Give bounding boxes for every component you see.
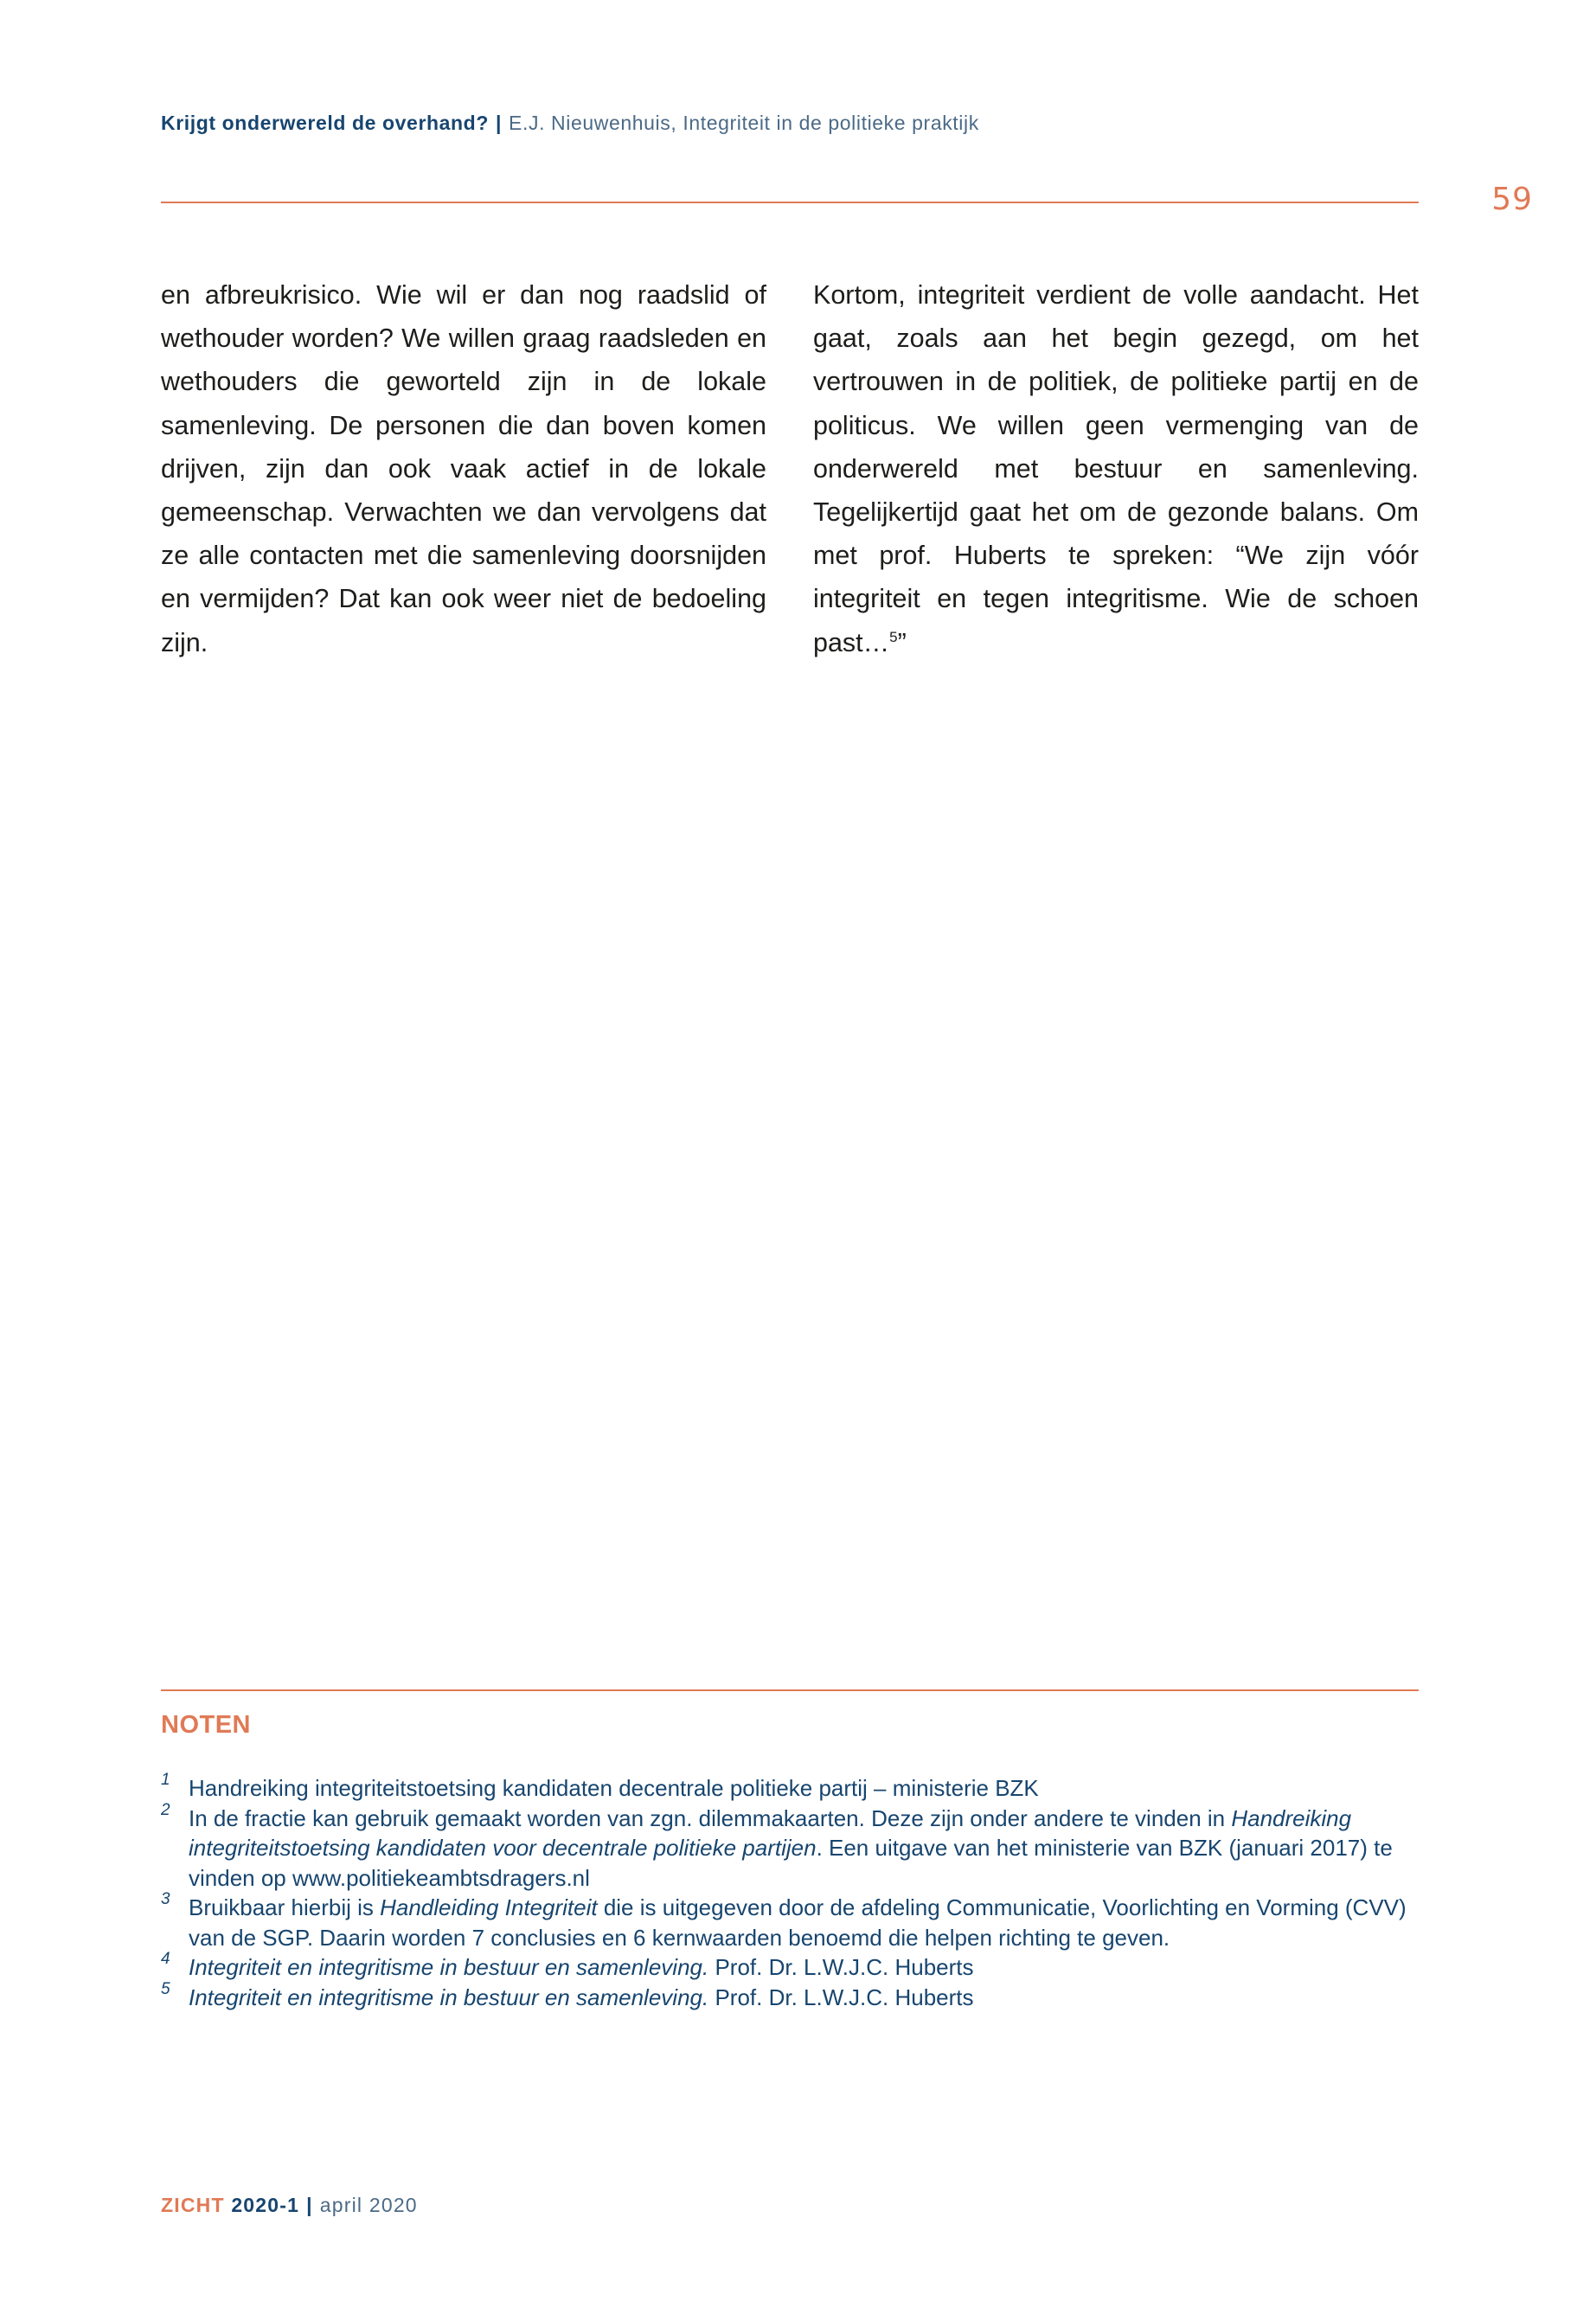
note-number: 5 [161,1979,170,1998]
note-text: Handreiking integriteitstoetsing kandidaten decentrale politieke partij – ministerie BZK [189,1775,1039,1801]
note-text: . Een uitgave van het ministerie van BZK (januari 2017) te vinden op www.politiekeambtsdragers.nl [189,1835,1393,1891]
header-separator: | [496,112,503,134]
right-column-text: Kortom, integriteit verdient de volle aandacht. Het gaat, zoals aan het begin gezegd, om het vertrouwen in de politiek, de politieke partij en de politicus. We willen geen vermenging van de onderwereld met bestuur en samenleving. Tegelijkertijd gaat het om de gezonde balans. Om met prof. Huberts te spreken: “We zijn vóór integriteit en tegen integritisme. Wie de schoen past… [813,280,1419,657]
note-text: In de fractie kan gebruik gemaakt worden van zgn. dilemmakaarten. Deze zijn onder andere te vinden in [189,1804,1232,1831]
footer-magazine: ZICHT [161,2194,225,2216]
note-italic-title: Handleiding Integriteit [380,1894,598,1920]
note-text: Prof. Dr. L.W.J.C. Huberts [708,1984,974,2010]
left-column-text: en afbreukrisico. Wie wil er dan nog raadslid of wethouder worden? We willen graag raadsleden en wethouders die geworteld zijn in de lokale samenleving. De personen die dan boven komen drijven, zijn dan ook vaak actief in de lokale gemeenschap. Verwachten we dan vervolgens dat ze alle contacten met die samenleving doorsnijden en vermijden? Dat kan ook weer niet de bedoeling zijn. [161,280,766,657]
note-5 [161,1979,1419,2013]
notes-title: NOTEN [161,1711,251,1739]
header-subtitle: E.J. Nieuwenhuis, Integriteit in de politieke praktijk [509,112,979,134]
note-text: die is uitgegeven door de afdeling Communicatie, Voorlichting en Vorming (CVV) van de SGP. Daarin worden 7 conclusies en 6 kernwaarden benoemd die helpen richting te geven. [189,1894,1407,1951]
note-text: Prof. Dr. L.W.J.C. Huberts [708,1954,974,1980]
body-column-right [813,273,1419,664]
footnote-ref-5: 5 [889,628,898,645]
note-3 [161,1890,1419,1952]
note-italic-title: Handreiking integriteitstoetsing kandidaten voor decentrale politieke partijen [189,1804,1352,1861]
note-italic-title: Integriteit en integritisme in bestuur en samenleving. [189,1984,709,2010]
note-1 [161,1773,1419,1804]
body-column-left [161,273,766,664]
running-footer [161,2194,418,2217]
note-text: Bruikbaar hierbij is [189,1894,381,1920]
note-number: 3 [161,1890,170,1908]
right-column-closing-quote: ” [897,627,907,657]
page-number: 59 [1491,182,1533,217]
note-number: 2 [161,1800,170,1819]
notes-list [161,1773,1419,2012]
footer-separator: | [306,2194,313,2216]
footer-date: april 2020 [319,2194,418,2216]
note-2 [161,1800,1419,1894]
note-number: 1 [161,1771,170,1789]
note-number: 4 [161,1950,170,1968]
note-4 [161,1952,1419,1983]
running-header [161,112,979,135]
note-italic-title: Integriteit en integritisme in bestuur en samenleving. [189,1954,709,1980]
header-rule [161,202,1419,203]
header-title: Krijgt onderwereld de overhand? [161,112,489,134]
notes-rule [161,1689,1419,1691]
footer-issue: 2020-1 [231,2194,300,2216]
